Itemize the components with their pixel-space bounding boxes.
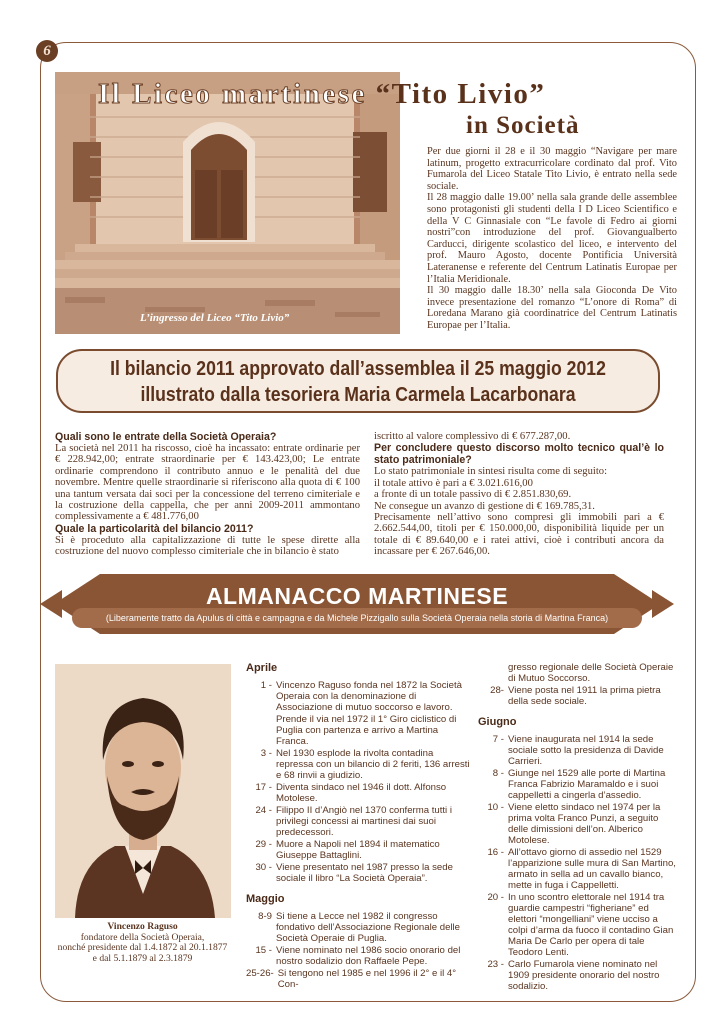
list-item [478, 685, 678, 707]
list-item [246, 968, 470, 990]
entry-text: Nel 1930 esplode la rivolta contadina repressa con un bilancio di 2 feriti, 136 arresti e 68 rinvii a giudizio. [276, 748, 470, 781]
list-item [478, 768, 678, 801]
list-item [246, 839, 470, 861]
answer-continued: iscritto al valore complessivo di € 677.287,00. [374, 431, 571, 442]
list-item [246, 805, 470, 838]
entry-text: All’ottavo giorno di assedio nel 1529 l’apparizione sulle mura di San Martino, armato in sella ad un cavallo bianco, mette in fuga i Cappelletti. [508, 847, 676, 891]
list-item [478, 734, 678, 767]
answer-line: Precisamente nell’attivo sono compresi gli immobili pari a € 2.662.544,00, titoli per € 150.000,00, disponibilità liquide per un totale di € 89.640,00 e i ratei attivi, cioè i contributi ancora da incassare per € 267.646,00. [374, 512, 664, 558]
list-item [246, 862, 470, 884]
maggio-entries [246, 911, 470, 990]
entry-day: 15 - [255, 945, 272, 956]
entry-day: 20 - [487, 892, 504, 903]
entry-day: 1 - [260, 680, 272, 691]
entry-text: Si tengono nel 1985 e nel 1996 il 2° e il 4° Con- [277, 968, 457, 990]
almanacco-subtitle: (Liberamente tratto da Apulus di città e campagna e da Michele Pizzigallo sulla Società Operaia nella storia di Martina Franca) [105, 613, 609, 623]
vincenzo-raguso-portrait [55, 664, 231, 918]
entry-text: Si tiene a Lecce nel 1982 il congresso fondativo dell’Associazione Regionale delle Società Operaie di Puglia. [276, 911, 461, 944]
entry-day: 10 - [487, 802, 504, 813]
liceo-entrance-photo [55, 72, 400, 334]
building-illustration [55, 72, 400, 334]
answer: Si è proceduto alla capitalizzazione di tutte le spese dirette alla costruzione del nuovo complesso cimiteriale che in bilancio è stato [55, 534, 360, 558]
list-item [246, 680, 470, 713]
portrait-caption-line: fondatore della Società Operaia, [80, 931, 205, 943]
article-paragraph: Il 30 maggio dalle 18.30’ nella sala Gioconda De Vito invece presentazione del romanzo “L’onore di Roma” di Loredana Marano già coordinatrice del Centrum Latinatis Europae per l’Italia. [427, 285, 677, 331]
portrait-caption-line: e dal 5.1.1879 al 2.3.1879 [92, 952, 193, 964]
title-outline-part: Il Liceo martinese [98, 78, 367, 110]
photo-caption: L’ingresso del Liceo “Tito Livio” [140, 312, 290, 324]
bilancio-heading-line2: illustrato dalla tesoriera Maria Carmela Lacarbonara [140, 383, 576, 406]
almanacco-right-column [478, 662, 678, 993]
month-heading-maggio: Maggio [246, 893, 285, 905]
entry-text: Giunge nel 1529 alle porte di Martina Franca Fabrizio Maramaldo e i suoi cappelletti a cingerla d’assedio. [508, 768, 666, 801]
entry-day: 7 - [492, 734, 504, 745]
entry-text: Viene nominato nel 1986 socio onorario del nostro sodalizio don Raffaele Pepe. [276, 945, 461, 967]
list-item [246, 748, 470, 781]
entry-text: Viene eletto sindaco nel 1974 per la prima volta Franco Punzi, a seguito delle dimissioni dell’on. Alberico Motolese. [508, 802, 661, 846]
list-item [478, 959, 678, 992]
entry-day [246, 714, 276, 747]
page-number: 6 [36, 40, 58, 62]
title-bold-part: “Tito Livio” [375, 78, 546, 110]
portrait-caption [50, 922, 235, 964]
portrait-illustration [55, 664, 231, 918]
answer-line: il totale attivo è pari a € 3.021.616,00 [374, 477, 533, 489]
entry-day: 25-26- [246, 968, 274, 979]
entry-text: In uno scontro elettorale nel 1914 tra guardie campestri “figheriane” ed elettori “mongelliani” viene ucciso a colpi d’arma da fuoco il contadino Gian Maria De Carlo per opera di tale Teodoro Lenti. [508, 892, 674, 958]
entry-text: Carlo Fumarola viene nominato nel 1909 presidente onorario del nostro sodalizio. [508, 959, 660, 992]
bilancio-heading-box [56, 349, 660, 413]
entry-day: 24 - [255, 805, 272, 816]
aprile-entries [246, 680, 470, 884]
entry-day: 17 - [255, 782, 272, 793]
list-item [478, 892, 678, 958]
almanacco-left-column [246, 662, 470, 991]
list-item [478, 847, 678, 891]
almanacco-title: ALMANACCO MARTINESE [205, 583, 509, 609]
question: Quale la particolarità del bilancio 2011? [55, 522, 254, 535]
entry-text: Muore a Napoli nel 1894 il matematico Giuseppe Battaglini. [276, 839, 440, 861]
entry-day: 30 - [255, 862, 272, 873]
entry-text: Viene inaugurata nel 1914 la sede sociale sotto la presidenza di Davide Carrieri. [508, 734, 664, 767]
entry-day: 28- [490, 685, 504, 696]
list-item [478, 802, 678, 846]
list-item [246, 782, 470, 804]
question: Per concludere questo discorso molto tecnico qual’è lo stato patrimoniale? [374, 442, 664, 467]
article-paragraph: Il 28 maggio dalle 19.00’ nella sala grande delle assemblee sono protagonisti gli studenti della I D Liceo Scientifico e della V C Ginnasiale con “Le favole di Fedro ai giorni nostri”con introduzione del prof. Giovangualberto Carducci, dirigente scolastico del liceo, e intervento del prof. Mauro Agosto, docente Pontificia Università Lateranense e referente del Centrum Latinatis Europae per l’Italia Meridionale. [427, 192, 677, 285]
entry-day: 3 - [260, 748, 272, 759]
answer-line: Ne consegue un avanzo di gestione di € 169.785,31. [374, 500, 595, 512]
article-body [427, 146, 677, 332]
giugno-entries [478, 734, 678, 992]
list-item [246, 714, 470, 747]
entry-day: 23 - [487, 959, 504, 970]
portrait-name: Vincenzo Raguso [107, 921, 178, 932]
entry-text: Filippo II d’Angiò nel 1370 conferma tutti i privilegi concessi ai martinesi dai suoi predecessori. [276, 805, 452, 838]
entry-day: 8-9 [258, 911, 272, 922]
month-heading-giugno: Giugno [478, 716, 517, 728]
article-paragraph: Per due giorni il 28 e il 30 maggio “Navigare per mare latinum, progetto extracurricolare cordinato dal prof. Vito Fumarola del Liceo Statale Tito Livio, è entrato nella sede sociale. [427, 146, 677, 192]
month-heading-aprile: Aprile [246, 662, 278, 674]
answer: La società nel 2011 ha riscosso, cioè ha incassato: entrate ordinarie per € 228.942,00; entrate straordinarie per € 143.423,00; Le entrate ordinarie comprendono il contributo annuo e le penalità del due novembre. Mentre quelle straordinarie si riferiscono alla quota di € 100 una tantum versata dai soci per la concessione del terreno cimiteriale e la costruzione della cappella, che per anni 2009-2011 ammontano complessivamente a € 481.776,00 [55, 443, 360, 523]
list-item [246, 945, 470, 967]
bilancio-right-column [374, 431, 664, 558]
entry-text: Viene posta nel 1911 la prima pietra della sede sociale. [508, 685, 661, 707]
question: Quali sono le entrate della Società Operaia? [55, 431, 277, 443]
bilancio-heading-line1: Il bilancio 2011 approvato dall’assemblea il 25 maggio 2012 [110, 357, 606, 380]
entry-day: 16 - [487, 847, 504, 858]
answer-line: a fronte di un totale passivo di € 2.851.830,69. [374, 489, 572, 501]
entry-text: Viene presentato nel 1987 presso la sede sociale il libro “La Società Operaia”. [276, 862, 453, 884]
article-title-line1 [98, 78, 545, 111]
portrait-caption-line: nonché presidente dal 1.4.1872 al 20.1.1877 [57, 942, 228, 954]
list-item [478, 662, 678, 684]
list-item [246, 911, 470, 944]
answer-line: Lo stato patrimoniale in sintesi risulta come di seguito: [374, 466, 608, 478]
entry-day: 8 - [492, 768, 504, 779]
bilancio-left-column [55, 431, 360, 558]
entry-text: Prende il via nel 1972 il 1° Giro ciclistico di Puglia con partenza e arrivo a Martina Franca. [276, 714, 457, 747]
entry-text: Diventa sindaco nel 1946 il dott. Alfonso Motolese. [276, 782, 447, 804]
entry-day: 29 - [255, 839, 272, 850]
entry-text: Vincenzo Raguso fonda nel 1872 la Società Operaia con la denominazione di Associazione di mutuo soccorso e lavoro. [276, 680, 462, 713]
entry-text: gresso regionale delle Società Operaie di Mutuo Soccorso. [508, 662, 674, 684]
maggio-right-entries [478, 685, 678, 707]
article-title-line2: in Società [466, 112, 580, 139]
